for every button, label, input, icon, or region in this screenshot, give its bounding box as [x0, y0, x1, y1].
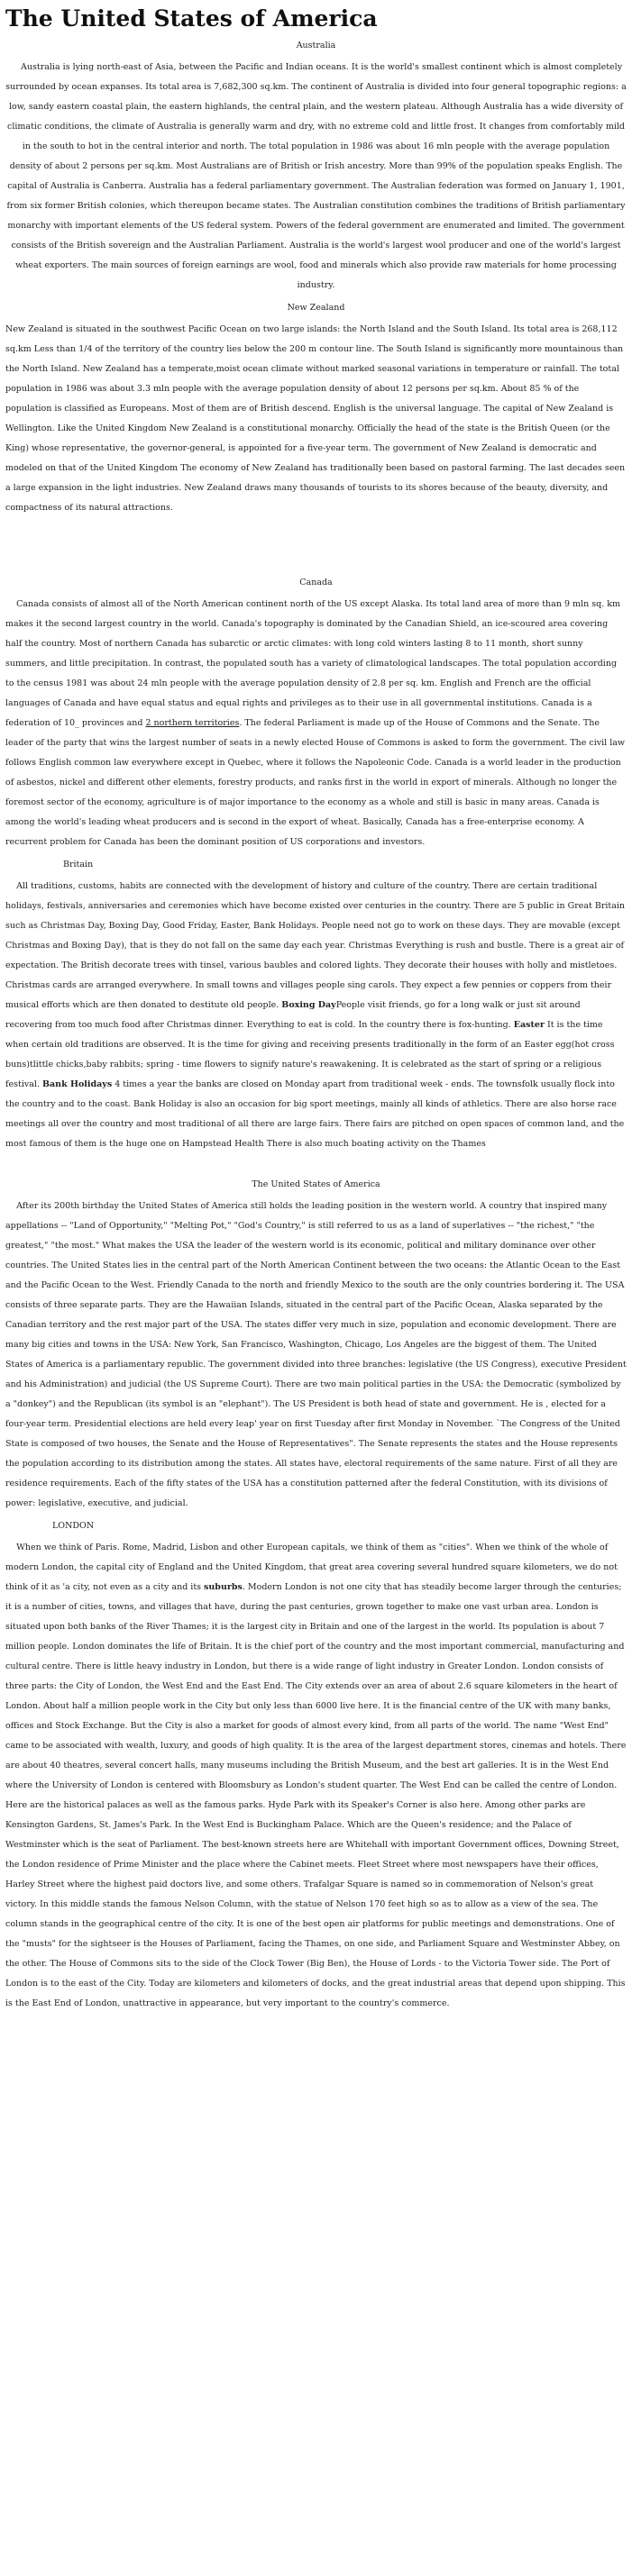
section-heading-britain: Britain: [63, 860, 94, 869]
section-new-zealand: [5, 303, 627, 518]
paragraph-canada: Canada consists of almost all of the North American continent north of the US except Alaska. Its total land area of more than 9 mln sq. km makes it the second largest country in the world. Canada's topography is dominated by the Canadian Shield, an ice-scoured area covering half the country. Most of northern Canada has subarctic or arctic climates: with long cold winters lasting 8 to 11 month, short sunny summers, and little precipitation. In contrast, the populated south has a variety of climatological landscapes. The total population according to the census 1981 was about 24 mln people with the average population density of 2.8 per sq. km. English and French are the official languages of Canada and have equal status and equal rights and privileges as to their use in all governmental institutions. Canada is a federation of 10_ provinces and 2 northern territories. The federal Parliament is made up of the House of Commons and the Senate. The leader of the party that wins the largest number of seats in a newly elected House of Commons is asked to form the government. The civil law follows English common law everywhere except in Quebec, where it follows the Napoleonic Code. Canada is a world leader in the production of asbestos, nickel and different other elements, forestry products, and ranks first in the world in export of minerals. Although no longer the foremost sector of the economy, agriculture is of major importance to the economy as a whole and still is basic in many areas. Canada is among the world's leading wheat producers and is second in the export of wheat. Basically, Canada has a free-enterprise economy. A recurrent problem for Canada has been the dominant position of US corporations and investors.: [5, 599, 626, 847]
section-usa: [5, 1179, 627, 1514]
spacer: [5, 547, 627, 570]
section-australia: [5, 41, 627, 296]
section-heading-australia: Australia: [296, 41, 336, 50]
bold-term-boxing-day: Boxing Day: [281, 1000, 336, 1010]
page-title: The United States of America: [5, 5, 378, 32]
document-page: [0, 5, 632, 2014]
section-canada: [5, 578, 627, 852]
bold-term-bank-holidays: Bank Holidays: [41, 1079, 113, 1089]
paragraph-usa: After its 200th birthday the United States of America still holds the leading position in the western world. A country that inspired many appellations -- "Land of Opportunity," "Melting Pot," "God's Country," is still referred to us as a land of superlatives -- "the richest," "the greatest," "the most." What makes the USA the leader of the western world is its economic, political and military dominance over other countries. The United States lies in the central part of the North American Continent between the two oceans: the Atlantic Ocean to the East and the Pacific Ocean to the West. Friendly Canada to the north and friendly Mexico to the south are the only countries bordering it. The USA consists of three separate parts. They are the Hawaiian Islands, situated in the central part of the Pacific Ocean, Alaska separated by the Canadian territory and the rest major part of the USA. The states differ very much in size, population and economic development. There are many big cities and towns in the USA: New York, San Francisco, Washington, Chicago, Los Angeles are the biggest of them. The United States of America is a parliamentary republic. The government divided into three branches: legislative (the US Congress), executive President and his Administration) and judicial (the US Supreme Court). There are two main political parties in the USA: the Democratic (symbolized by a "donkey") and the Republican (its symbol is an "elephant"). The US President is both head of state and government. He is , elected for a four-year term. Presidential elections are held every leap' year on first Tuesday after first Monday in November. `The Congress of the United State is composed of two houses, the Senate and the House of Representatives". The Senate represents the states and the House represents the population according to its distribution among the states. All states have, electoral requirements of the same nature. First of all they are residence requirements. Each of the fifty states of the USA has a constitution patterned after the federal Constitution, with its divisions of power: legislative, executive, and judicial.: [5, 1201, 627, 1508]
underlined-text: 2 northern territories: [145, 718, 240, 728]
bold-term-easter: Easter: [513, 1020, 545, 1030]
paragraph-new-zealand: New Zealand is situated in the southwest Pacific Ocean on two large islands: the North Island and the South Island. Its total area is 268,112 sq.km Less than 1/4 of the territory of the country lies below the 200 m contour line. The South Island is significantly more mountainous than the North Island. New Zealand has a temperate,moist ocean climate without marked seasonal variations in temperature or rainfall. The total population in 1986 was about 3.3 mln people with the average population density of about 12 persons per sq.km. About 85 % of the population is classified as Europeans. Most of them are of British descend. English is the universal language. The capital of New Zealand is Wellington. Like the United Kingdom New Zealand is a constitutional monarchy. Officially the head of the state is the British Queen (or the King) whose representative, the governor-general, is appointed for a five-year term. The government of New Zealand is democratic and modeled on that of the United Kingdom The economy of New Zealand has traditionally been based on pastoral farming. The last decades seen a large expansion in the light industries. New Zealand draws many thousands of tourists to its shores because of the beauty, diversity, and compactness of its natural attractions.: [5, 324, 626, 513]
section-heading-usa: The United States of America: [252, 1179, 380, 1189]
bold-term-suburbs: suburbs: [204, 1582, 243, 1592]
paragraph-britain: All traditions, customs, habits are connected with the development of history and culture of the country. There are certain traditional holidays, festivals, anniversaries and ceremonies which have become existed over centuries in the country. There are 5 public in Great Britain such as Christmas Day, Boxing Day, Good Friday, Easter, Bank Holidays. People need not go to work on these days. They are movable (except Christmas and Boxing Day), that is they do not fall on the same day each year. Christmas Everything is rush and bustle. There is a great air of expectation. The British decorate trees with tinsel, various baubles and colored lights. They decorate their houses with holly and mistletoes. Christmas cards are arranged everywhere. In small towns and villages people sing carols. They expect a few pennies or coppers from their musical efforts which are then donated to destitute old people. Boxing DayPeople visit friends, go for a long walk or just sit around recovering from too much food after Christmas dinner. Everything to eat is cold. In the country there is fox-hunting. Easter It is the time when certain old traditions are observed. It is the time for giving and receiving presents traditionally in the form of an Easter egg(hot cross buns)tlittle chicks,baby rabbits; spring - time flowers to signify nature's reawakening. It is celebrated as the start of spring or a religious festival. Bank Holidays 4 times a year the banks are closed on Monday apart from traditional week - ends. The townsfolk usually flock into the country and to the coast. Bank Holiday is also an occasion for big sport meetings, mainly all kinds of athletics. There are also horse race meetings all over the country and most traditional of all there are large fairs. There fairs are pitched on open spaces of common land, and the most famous of them is the huge one on Hampstead Health There is also much boating activity on the Thames: [5, 881, 626, 1149]
section-heading-london: LONDON: [52, 1521, 95, 1531]
section-london: [5, 1521, 627, 2014]
spacer: [5, 523, 627, 547]
spacer: [5, 1160, 627, 1172]
paragraph-london: When we think of Paris. Rome, Madrid, Lisbon and other European capitals, we think of them as "cities". When we think of the whole of modern London, the capital city of England and the United Kingdom, that great area covering several hundred square kilometers, we do not think of it as 'a city, not even as a city and its suburbs. Modern London is not one city that has steadily become larger through the centuries; it is a number of cities, towns, and villages that have, during the past centuries, grown together to make one vast urban area. London is situated upon both banks of the River Thames; it is the largest city in Britain and one of the largest in the world. Its population is about 7 million people. London dominates the life of Britain. It is the chief port of the country and the most important commercial, manufacturing and cultural centre. There is little heavy industry in London, but there is a wide range of light industry in Greater London. London consists of three parts: the City of London, the West End and the East End. The City extends over an area of about 2.6 square kilometers in the heart of London. About half a million people work in the City but only less than 6000 live here. It is the financial centre of the UK with many banks, offices and Stock Exchange. But the City is also a market for goods of almost every kind, from all parts of the world. The name "West End" came to be associated with wealth, luxury, and goods of high quality. It is the area of the largest department stores, cinemas and hotels. There are about 40 theatres, several concert halls, many museums including the British Museum, and the best art galleries. It is in the West End where the University of London is centered with Bloomsbury as London's student quarter. The West End can be called the centre of London. Here are the historical palaces as well as the famous parks. Hyde Park with its Speaker's Corner is also here. Among other parks are Kensington Gardens, St. James's Park. In the West End is Buckingham Palace. Which are the Queen's residence; and the Palace of Westminster which is the seat of Parliament. The best-known streets here are Whitehall with important Government offices, Downing Street, the London residence of Prime Minister and the place where the Cabinet meets. Fleet Street where most newspapers have their offices, Harley Street where the highest paid doctors live, and some others. Trafalgar Square is named so in commemoration of Nelson's great victory. In this middle stands the famous Nelson Column, with the statue of Nelson 170 feet high so as to allow as a view of the sea. The column stands in the geographical centre of the city. It is one of the best open air platforms for public meetings and demonstrations. One of the "musts" for the sightseer is the Houses of Parliament, facing the Thames, on one side, and Parliament Square and Westminster Abbey, on the other. The House of Commons sits to the side of the Clock Tower (Big Ben), the House of Lords - to the Victoria Tower side. The Port of London is to the east of the City. Today are kilometers and kilometers of docks, and the great industrial areas that depend upon shipping. This is the East End of London, unattractive in appearance, but very important to the country's commerce.: [5, 1543, 627, 2008]
section-heading-new-zealand: New Zealand: [287, 303, 345, 313]
section-britain: [5, 860, 627, 1154]
paragraph-australia: Australia is lying north-east of Asia, between the Pacific and Indian oceans. It is the world's smallest continent which is almost completely surrounded by ocean expanses. Its total area is 7,682,300 sq.km. The continent of Australia is divided into four general topographic regions: a low, sandy eastern coastal plain, the eastern highlands, the central plain, and the western plateau. Although Australia has a wide diversity of climatic conditions, the climate of Australia is generally warm and dry, with no extreme cold and little frost. It changes from comfortably mild in the south to hot in the central interior and north. The total population in 1986 was about 16 mln people with the average population density of about 2 persons per sq.km. Most Australians are of British or Irish ancestry. More than 99% of the population speaks English. The capital of Australia is Canberra. Australia has a federal parliamentary government. The Australian federation was formed on January 1, 1901, from six former British colonies, which thereupon became states. The Australian constitution combines the traditions of British parliamentary monarchy with important elements of the US federal system. Powers of the federal government are enumerated and limited. The government consists of the British sovereign and the Australian Parliament. Australia is the world's largest wool producer and one of the world's largest wheat exporters. The main sources of foreign earnings are wool, food and minerals which also provide raw materials for home processing industry.: [5, 62, 627, 290]
section-heading-canada: Canada: [299, 578, 333, 587]
